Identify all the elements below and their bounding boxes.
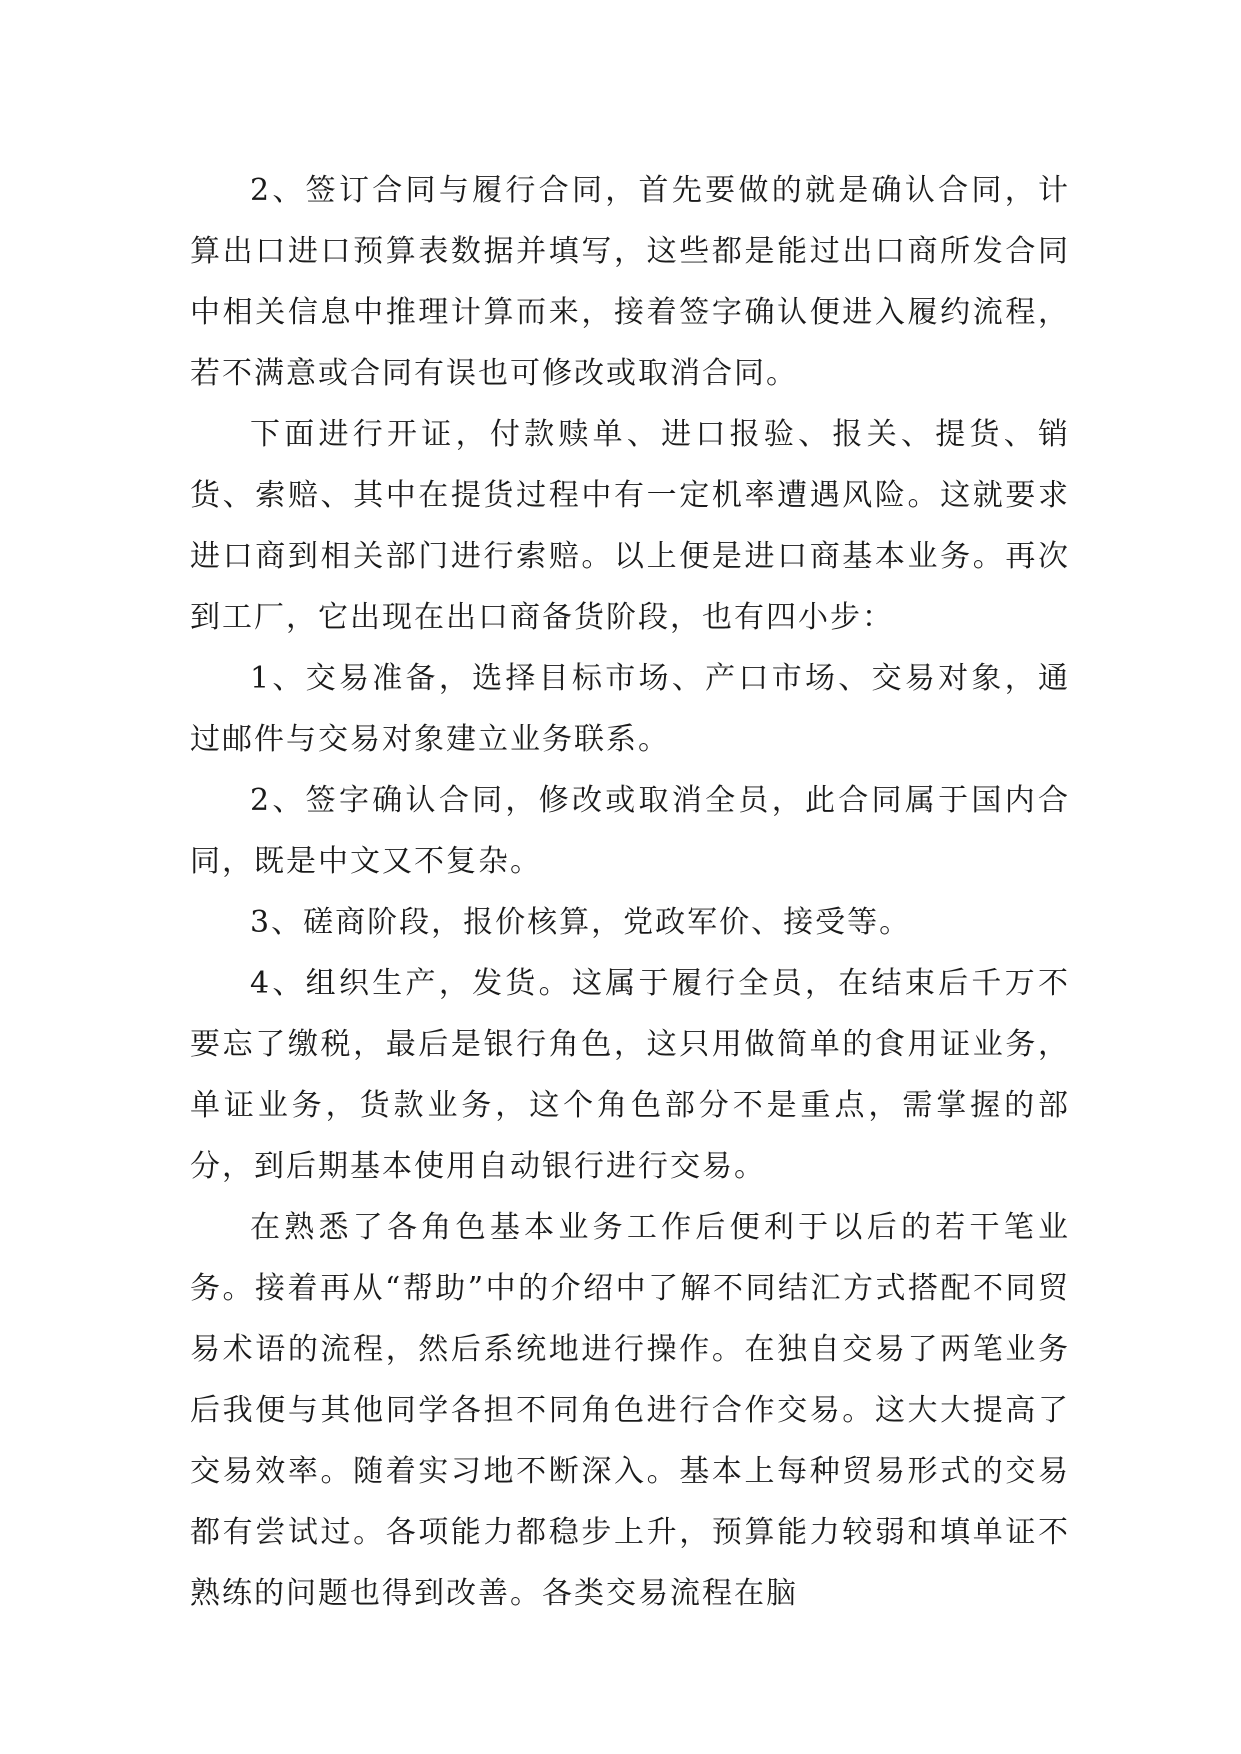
paragraph-step-2: 2、签字确认合同，修改或取消全员，此合同属于国内合同，既是中文又不复杂。 (190, 783, 1070, 879)
document-body (190, 160, 1070, 1624)
paragraph-step-1: 1、交易准备，选择目标市场、产口市场、交易对象，通过邮件与交易对象建立业务联系。 (190, 661, 1070, 757)
paragraph-step-3: 3、磋商阶段，报价核算，党政军价、接受等。 (250, 905, 912, 940)
paragraph-importer-process: 下面进行开证，付款赎单、进口报验、报关、提货、销货、索赔、其中在提货过程中有一定机率遭遇风险。这就要求进口商到相关部门进行索赔。以上便是进口商基本业务。再次到工厂，它出现在出口商备货阶段，也有四小步： (190, 417, 1070, 635)
paragraph-contract-signing: 2、签订合同与履行合同，首先要做的就是确认合同，计算出口进口预算表数据并填写，这些都是能过出口商所发合同中相关信息中推理计算而来，接着签字确认便进入履约流程，若不满意或合同有误也可修改或取消合同。 (190, 173, 1070, 391)
paragraph-step-4: 4、组织生产，发货。这属于履行全员，在结束后千万不要忘了缴税，最后是银行角色，这只用做简单的食用证业务，单证业务，货款业务，这个角色部分不是重点，需掌握的部分，到后期基本使用自动银行进行交易。 (190, 966, 1070, 1184)
paragraph-familiarization: 在熟悉了各角色基本业务工作后便利于以后的若干笔业务。接着再从“帮助”中的介绍中了解不同结汇方式搭配不同贸易术语的流程，然后系统地进行操作。在独自交易了两笔业务后我便与其他同学各担不同角色进行合作交易。这大大提高了交易效率。随着实习地不断深入。基本上每种贸易形式的交易都有尝试过。各项能力都稳步上升，预算能力较弱和填单证不熟练的问题也得到改善。各类交易流程在脑 (190, 1210, 1070, 1611)
